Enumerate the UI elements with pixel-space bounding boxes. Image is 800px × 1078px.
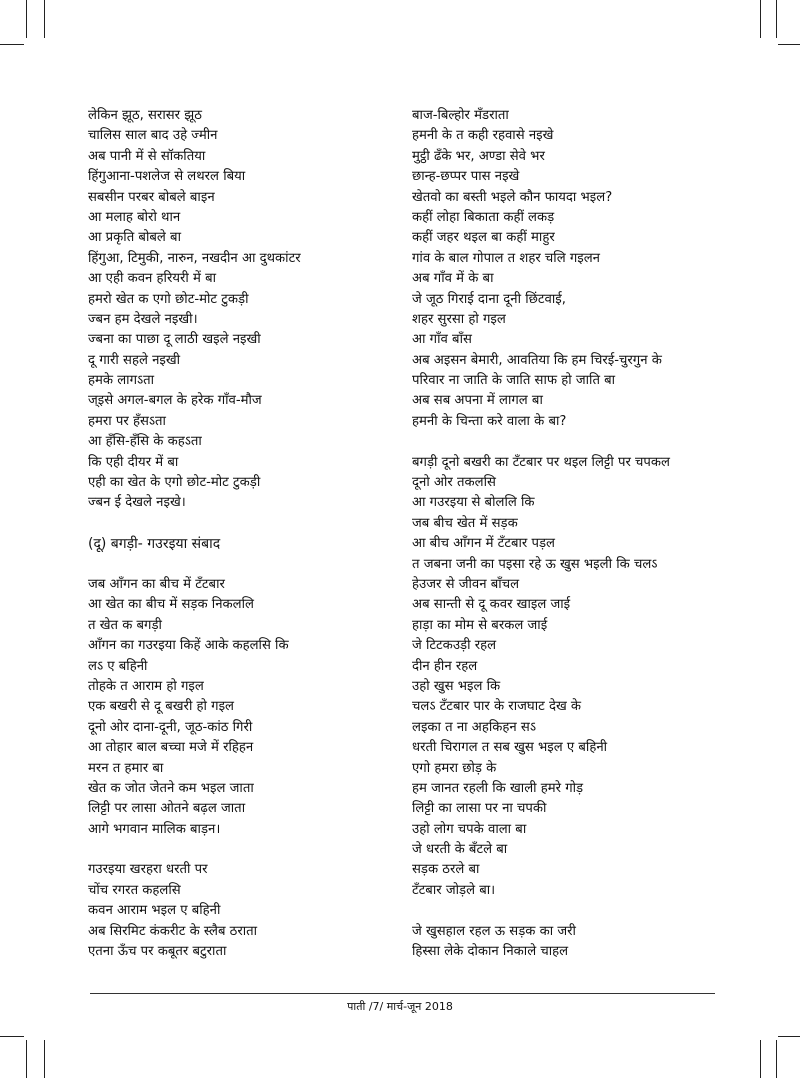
- left-column: [88, 106, 400, 962]
- poem-line: हमके लागऽता: [88, 373, 155, 389]
- poem-line: सड़क ठरले बा: [412, 862, 480, 878]
- poem-line: एतना ऊँच पर कबूतर बटुराता: [88, 944, 227, 960]
- poem-line: खेत क जोत जेतने कम भइल जाता: [88, 780, 254, 796]
- poem-line: लऽ ए बहिनी: [88, 658, 148, 674]
- right-column: [412, 106, 732, 962]
- poem-line: उहो खुस भइल कि: [412, 678, 501, 694]
- poem-line: त जबना जनी का पइसा रहे ऊ खुस भइली कि चलऽ: [412, 556, 658, 572]
- poem-line: हिंगुआना-पशलेज से लथरल बिया: [88, 169, 246, 185]
- poem-line: अब पानी में से सॉकतिया: [88, 148, 206, 164]
- poem-line: चोंच रगरत कहलसि: [88, 882, 181, 898]
- crop-mark-bottom-left-v: [26, 1040, 27, 1078]
- poem-line: आ खेत का बीच में सड़क निकललि: [88, 597, 254, 613]
- poem-line: कहीं लोहा बिकाता कहीं लकड़: [412, 209, 555, 225]
- poem-line: मुट्ठी ढॅंके भर, अण्डा सेवे भर: [412, 148, 545, 164]
- poem-line: ज्बना का पाछा दू लाठी खइले नइखी: [88, 332, 261, 348]
- poem-line: दूनो ओर दाना-दूनी, जूठ-कांठ गिरी: [88, 719, 253, 735]
- poem-line: ज्इसे अगल-बगल के हरेक गाँव-मौज: [88, 393, 262, 409]
- stanza-gap: [88, 840, 400, 860]
- poem-line: लिट्टी पर लासा ओतने बढ़ल जाता: [88, 801, 246, 817]
- crop-mark-bottom-right-v: [760, 1040, 761, 1078]
- left-stanza-2: [88, 575, 400, 840]
- poem-line: दीन हीन रहल: [412, 658, 478, 674]
- poem-line: हमरो खेत क एगो छोट-मोट टुकड़ी: [88, 291, 249, 307]
- poem-line: लिट्टी का लासा पर ना चपकी: [412, 801, 547, 817]
- crop-mark-top-left-v2: [44, 0, 45, 38]
- right-stanza-3: [412, 922, 732, 963]
- page-footer: पाती /7/ मार्च-जून 2018: [347, 1000, 453, 1013]
- poem-line: कहीं जहर थइल बा कहीं माहुर: [412, 230, 555, 246]
- poem-line: हम जानत रहली कि खाली हमरे गोड़: [412, 780, 584, 796]
- left-stanza-1: [88, 106, 400, 514]
- poem-line: चालिस साल बाद उहे ज्मीन: [88, 128, 218, 144]
- poem-line: ज्बन ई देखले नइखे।: [88, 495, 186, 511]
- poem-line: आ मलाह बोरो थान: [88, 209, 181, 225]
- poem-line: परिवार ना जाति के जाति साफ हो जाति बा: [412, 373, 616, 389]
- poem-line: जे टिटकउड़ी रहल: [412, 638, 497, 654]
- stanza-gap: [88, 555, 400, 575]
- poem-line: आ बीच आँगन में टॅंटबार पड़ल: [412, 536, 555, 552]
- poem-line: धरती चिरागल त सब खुस भइल ए बहिनी: [412, 740, 608, 756]
- poem-line: अब सिरमिट कंकरीट के स्लैब ठराता: [88, 923, 258, 939]
- poem-line: गांव के बाल गोपाल त शहर चलि गइलन: [412, 250, 600, 266]
- poem-line: हिंगुआ, टिमुकी, नारुन, नखदीन आ दुथकांटर: [88, 250, 301, 266]
- section-heading: (दू) बगड़ी- गउरइया संबाद: [88, 536, 221, 553]
- poem-line: जब बीच खेत में सड़क: [412, 515, 518, 531]
- poem-line: ज्बन हम देखले नइखी।: [88, 311, 198, 327]
- crop-mark-top-right-v: [760, 0, 761, 38]
- poem-line: गउरइया खरहरा धरती पर: [88, 862, 208, 878]
- poem-line: अब सब अपना में लागल बा: [412, 393, 543, 409]
- crop-mark-bottom-right-h: [778, 1036, 800, 1037]
- poem-line: शहर सुरसा हो गइल: [412, 311, 506, 327]
- poem-line: आ एही कवन हरियरी में बा: [88, 271, 217, 287]
- poem-line: आँगन का गउरइया किहें आके कहलसि कि: [88, 638, 289, 654]
- crop-mark-top-right-v2: [776, 0, 777, 38]
- stanza-gap: [412, 432, 732, 452]
- poem-line: अब अइसन बेमारी, आवतिया कि हम चिरई-चुरगुन के: [412, 352, 662, 368]
- poem-line: तोहके त आराम हो गइल: [88, 678, 204, 694]
- poem-line: हमरा पर हँसऽता: [88, 413, 166, 429]
- poem-line: आगे भगवान मालिक बाड़न।: [88, 821, 221, 837]
- poem-line: उहो लोग चपके वाला बा: [412, 821, 527, 837]
- left-stanza-3: [88, 860, 400, 962]
- poem-line: टॅंटबार जोड़ले बा।: [412, 882, 496, 898]
- poem-line: लइका त ना अहकिहन सऽ: [412, 719, 536, 735]
- poem-line: जे धरती के बँटले बा: [412, 842, 508, 858]
- footer-rule: [90, 993, 715, 994]
- poem-line: हाड़ा का मोम से बरकल जाई: [412, 617, 548, 633]
- crop-mark-top-left-v: [26, 0, 27, 38]
- poem-line: हिस्सा लेके दोकान निकाले चाहल: [412, 944, 569, 960]
- poem-line: हेउजर से जीवन बाँचल: [412, 576, 520, 592]
- poem-line: एगो हमरा छोड़ के: [412, 760, 497, 776]
- poem-line: कवन आराम भइल ए बहिनी: [88, 903, 221, 919]
- crop-mark-top-right-h: [778, 44, 800, 45]
- crop-mark-bottom-right-v2: [776, 1040, 777, 1078]
- poem-line: जब आँगन का बीच में टॅंटबार: [88, 576, 225, 592]
- poem-line: खेतवो का बस्ती भइले कौन फायदा भइल?: [412, 189, 613, 205]
- poem-line: कि एही दीयर में बा: [88, 454, 179, 470]
- right-stanza-1: [412, 106, 732, 432]
- poem-line: आ तोहार बाल बच्चा मजे में रहिहन: [88, 740, 254, 756]
- poem-line: अब गाँव में के बा: [412, 271, 494, 287]
- poem-line: आ गउरइया से बोललि कि: [412, 495, 535, 511]
- poem-line: जे खुसहाल रहल ऊ सड़क का जरी: [412, 923, 576, 939]
- poem-line: दू गारी सहले नइखी: [88, 352, 181, 368]
- poem-line: अब सान्ती से दू कवर खाइल जाई: [412, 597, 571, 613]
- crop-mark-top-left-h: [0, 44, 24, 45]
- poem-line: लेकिन झूठ, सरासर झूठ: [88, 108, 202, 123]
- poem-line: हमनी के त कही रहवासे नइखे: [412, 128, 554, 144]
- poem-line: एक बखरी से दू बखरी हो गइल: [88, 699, 235, 715]
- poem-line: मरन त हमार बा: [88, 760, 164, 776]
- stanza-gap: [88, 514, 400, 534]
- poem-line: हमनी के चिन्ता करे वाला के बा?: [412, 413, 567, 429]
- poem-line: बाज-बिल्होर मॅंडराता: [412, 108, 509, 123]
- poem-line: छान्ह-छप्पर पास नइखे: [412, 169, 520, 185]
- poem-line: सबसीन परबर बोबले बाइन: [88, 189, 215, 205]
- poem-line: आ गाँव बॉंस: [412, 332, 472, 348]
- poem-line: बगड़ी दूनो बखरी का टॅंटबार पर थइल लिट्टी पर चपकल: [412, 454, 670, 470]
- poem-line: जे जूठ गिराई दाना दूनी छिंटवाई,: [412, 291, 566, 307]
- poem-line: आ हँसि-हँसि के कहऽता: [88, 434, 202, 450]
- right-stanza-2: [412, 453, 732, 902]
- poem-line: दूनो ओर तकलसि: [412, 475, 496, 491]
- poem-line: चलऽ टॅंटबार पार के राजघाट देख के: [412, 699, 582, 715]
- poem-line: एही का खेत के एगो छोट-मोट टुकड़ी: [88, 475, 261, 491]
- crop-mark-bottom-left-h: [0, 1036, 24, 1037]
- crop-mark-bottom-left-v2: [44, 1040, 45, 1078]
- poem-line: आ प्रकृति बोबले बा: [88, 230, 181, 246]
- stanza-gap: [412, 901, 732, 921]
- poem-line: त खेत क बगड़ी: [88, 617, 162, 633]
